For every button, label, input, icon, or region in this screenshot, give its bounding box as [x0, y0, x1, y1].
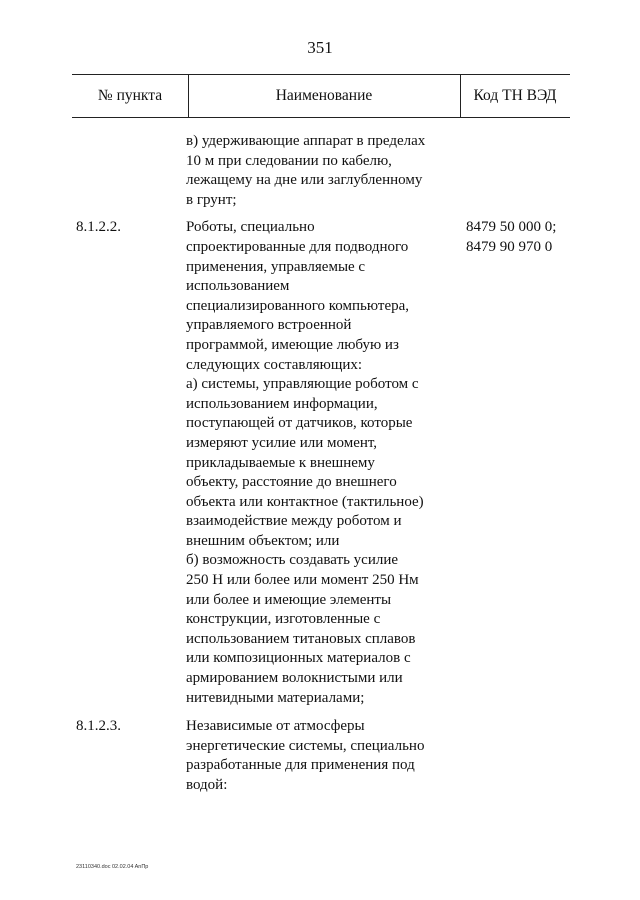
row-number: 8.1.2.2. [76, 219, 121, 236]
document-footer: 23110340.doc 02.02.04 AnПр [76, 864, 149, 870]
row-name: Роботы, специально спроектированные для подводного применения, управляемые с использованием специализированного компьютера, управляемого встроенной программой, имеющие любую из следующих составляющих: а) системы, управляющие роботом с использованием информации, поступающей от датчиков, которые измеряют усилие или момент, прикладываемые к внешнему объекту, расстояние до внешнего объекта или контактное (тактильное) взаимодействие между роботом и внешним объектом; или б) возможность создавать усилие 250 Н или более или момент 250 Нм или более и имеющие элементы конструкции, изготовленные с использованием титановых сплавов или композиционных материалов с армированием волокнистыми или нитевидными материалами; [186, 219, 424, 706]
row-number: 8.1.2.3. [76, 718, 121, 735]
header-number: № пункта [97, 87, 163, 104]
row-code: 8479 50 000 0; 8479 90 970 0 [466, 219, 557, 255]
header-code: Код ТН ВЭД [473, 87, 557, 104]
page-number: 351 [307, 38, 333, 57]
table-body [0, 132, 640, 796]
table-row [0, 132, 640, 210]
row-name: Независимые от атмосферы энергетические системы, специально разработанные для применения под водой: [186, 718, 425, 793]
row-name: в) удерживающие аппарат в пределах 10 м при следовании по кабелю, лежащему на дне или заглубленному в грунт; [186, 133, 426, 208]
table-header [72, 74, 570, 118]
table-row [0, 218, 640, 708]
table-row [0, 717, 640, 795]
header-name: Наименование [275, 87, 373, 104]
